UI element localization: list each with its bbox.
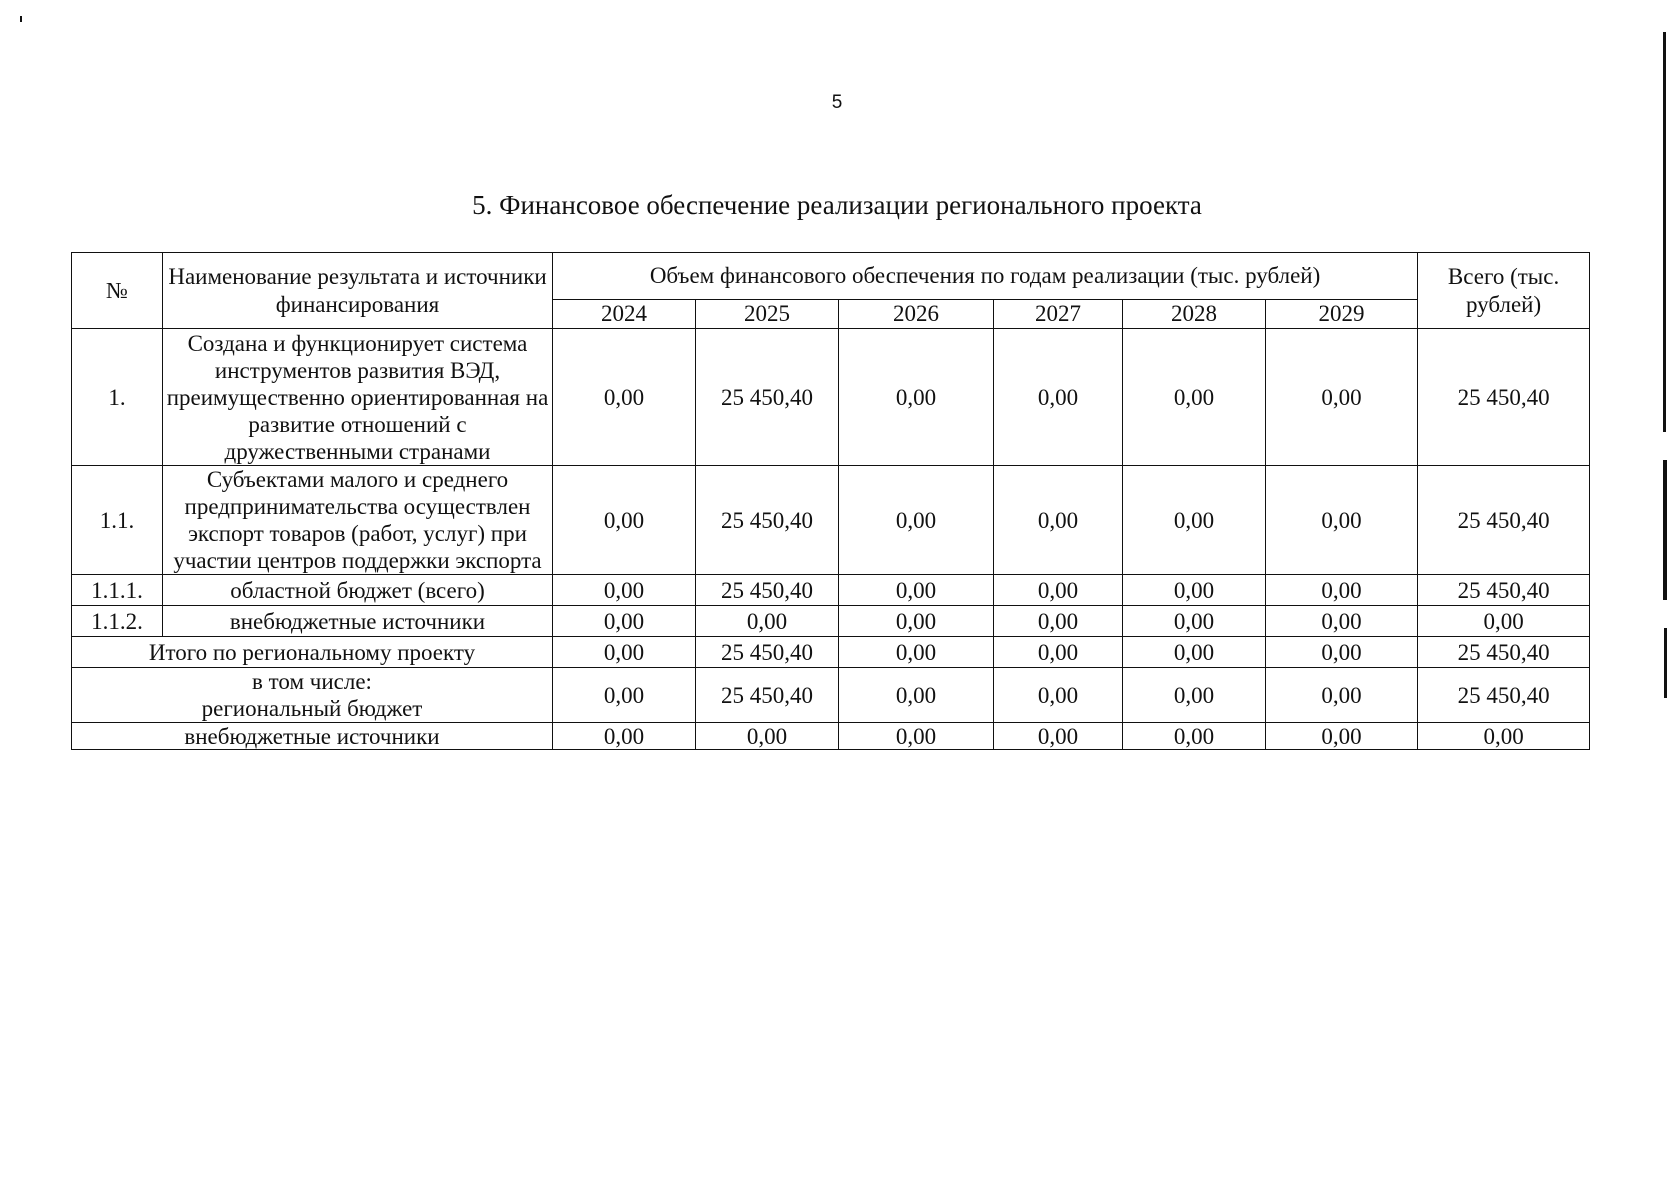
header-total: Всего (тыс. рублей) bbox=[1418, 253, 1590, 329]
summary-row bbox=[72, 723, 1590, 750]
header-year: 2027 bbox=[994, 300, 1123, 329]
table-row bbox=[72, 606, 1590, 637]
section-title: 5. Финансовое обеспечение реализации регионального проекта bbox=[472, 190, 1202, 220]
value-cell: 0,00 bbox=[839, 637, 994, 668]
summary-label: Итого по региональному проекту bbox=[72, 637, 553, 668]
value-cell: 0,00 bbox=[994, 637, 1123, 668]
scan-edge-line bbox=[1663, 32, 1666, 432]
row-number: 1.1.1. bbox=[72, 575, 163, 606]
value-cell: 25 450,40 bbox=[696, 575, 839, 606]
value-cell: 0,00 bbox=[553, 637, 696, 668]
value-cell: 0,00 bbox=[1266, 606, 1418, 637]
value-cell: 25 450,40 bbox=[696, 637, 839, 668]
value-cell: 0,00 bbox=[839, 466, 994, 575]
header-name: Наименование результата и источники финансирования bbox=[163, 253, 553, 329]
summary-row bbox=[72, 668, 1590, 723]
value-cell: 0,00 bbox=[1123, 466, 1266, 575]
value-cell: 0,00 bbox=[553, 723, 696, 750]
value-cell: 0,00 bbox=[553, 466, 696, 575]
value-cell: 0,00 bbox=[994, 723, 1123, 750]
total-cell: 25 450,40 bbox=[1418, 329, 1590, 466]
value-cell: 0,00 bbox=[994, 606, 1123, 637]
row-number: 1.1. bbox=[72, 466, 163, 575]
header-year: 2028 bbox=[1123, 300, 1266, 329]
value-cell: 0,00 bbox=[696, 606, 839, 637]
header-year: 2026 bbox=[839, 300, 994, 329]
value-cell: 0,00 bbox=[553, 668, 696, 723]
total-cell: 25 450,40 bbox=[1418, 466, 1590, 575]
value-cell: 0,00 bbox=[1266, 668, 1418, 723]
total-cell: 0,00 bbox=[1418, 606, 1590, 637]
value-cell: 0,00 bbox=[839, 723, 994, 750]
row-name: Субъектами малого и среднего предпринимательства осуществлен экспорт товаров (работ, услуг) при участии центров поддержки экспорта bbox=[163, 466, 553, 575]
table-row bbox=[72, 575, 1590, 606]
value-cell: 0,00 bbox=[1123, 723, 1266, 750]
value-cell: 0,00 bbox=[839, 575, 994, 606]
value-cell: 0,00 bbox=[994, 575, 1123, 606]
value-cell: 0,00 bbox=[1123, 637, 1266, 668]
total-cell: 0,00 bbox=[1418, 723, 1590, 750]
value-cell: 0,00 bbox=[1123, 606, 1266, 637]
header-year: 2025 bbox=[696, 300, 839, 329]
scan-mark bbox=[20, 16, 22, 22]
value-cell: 0,00 bbox=[1266, 723, 1418, 750]
value-cell: 0,00 bbox=[839, 668, 994, 723]
value-cell: 0,00 bbox=[1123, 575, 1266, 606]
value-cell: 0,00 bbox=[553, 575, 696, 606]
row-number: 1.1.2. bbox=[72, 606, 163, 637]
table-row bbox=[72, 466, 1590, 575]
table-row bbox=[72, 329, 1590, 466]
value-cell: 0,00 bbox=[1123, 668, 1266, 723]
row-name: Создана и функционирует система инструментов развития ВЭД, преимущественно ориентированная на развитие отношений с дружественными странами bbox=[163, 329, 553, 466]
total-cell: 25 450,40 bbox=[1418, 668, 1590, 723]
header-year: 2029 bbox=[1266, 300, 1418, 329]
header-number: № bbox=[72, 253, 163, 329]
header-year: 2024 bbox=[553, 300, 696, 329]
value-cell: 0,00 bbox=[839, 606, 994, 637]
value-cell: 0,00 bbox=[696, 723, 839, 750]
scan-edge-line bbox=[1663, 460, 1667, 600]
total-cell: 25 450,40 bbox=[1418, 637, 1590, 668]
value-cell: 0,00 bbox=[994, 466, 1123, 575]
value-cell: 0,00 bbox=[1266, 329, 1418, 466]
summary-label-cell bbox=[72, 668, 553, 723]
value-cell: 25 450,40 bbox=[696, 466, 839, 575]
scan-edge-line bbox=[1664, 628, 1667, 698]
row-name: областной бюджет (всего) bbox=[163, 575, 553, 606]
value-cell: 25 450,40 bbox=[696, 668, 839, 723]
value-cell: 0,00 bbox=[994, 668, 1123, 723]
value-cell: 0,00 bbox=[839, 329, 994, 466]
summary-row bbox=[72, 637, 1590, 668]
value-cell: 0,00 bbox=[1123, 329, 1266, 466]
value-cell: 0,00 bbox=[1266, 466, 1418, 575]
header-volume: Объем финансового обеспечения по годам реализации (тыс. рублей) bbox=[553, 253, 1418, 300]
summary-sublabel: региональный бюджет bbox=[201, 696, 423, 721]
summary-label: внебюджетные источники bbox=[72, 723, 553, 750]
value-cell: 25 450,40 bbox=[696, 329, 839, 466]
total-cell: 25 450,40 bbox=[1418, 575, 1590, 606]
value-cell: 0,00 bbox=[1266, 637, 1418, 668]
value-cell: 0,00 bbox=[553, 329, 696, 466]
value-cell: 0,00 bbox=[994, 329, 1123, 466]
page-number: 5 bbox=[831, 92, 843, 113]
row-number: 1. bbox=[72, 329, 163, 466]
summary-label: в том числе: bbox=[252, 669, 372, 694]
financing-table bbox=[71, 252, 1590, 750]
value-cell: 0,00 bbox=[553, 606, 696, 637]
value-cell: 0,00 bbox=[1266, 575, 1418, 606]
row-name: внебюджетные источники bbox=[163, 606, 553, 637]
